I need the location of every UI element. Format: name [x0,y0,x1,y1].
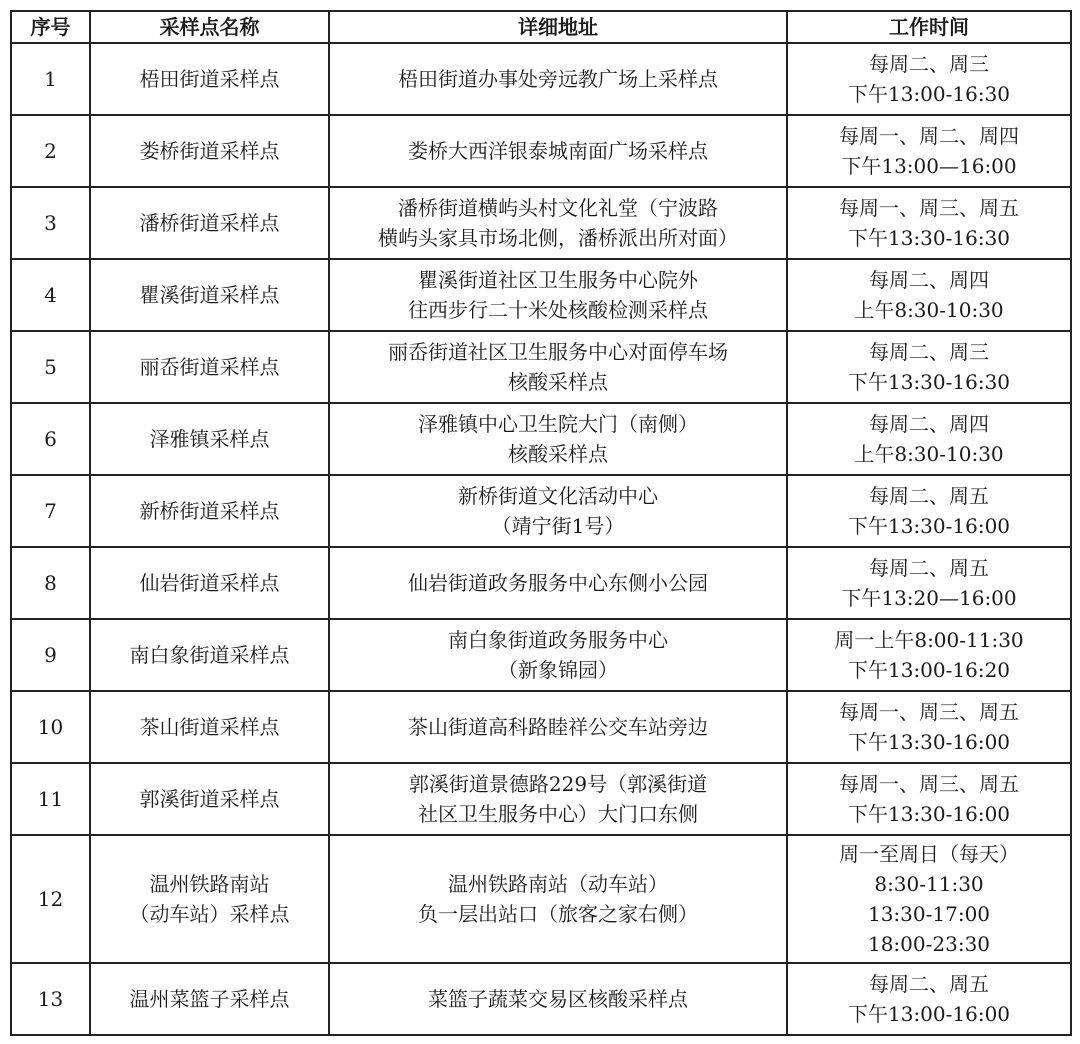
header-site-name: 采样点名称 [90,11,329,43]
cell-address-line: 泽雅镇中心卫生院大门（南侧） [418,412,698,436]
cell-address [329,403,787,475]
table-row [11,259,1071,331]
cell-site-name-line: 梧田街道采样点 [139,67,280,91]
cell-address [329,691,787,763]
header-working-hours: 工作时间 [787,11,1071,43]
cell-site-name-line: 泽雅镇采样点 [149,427,270,451]
cell-address-line: 茶山街道高科路睦祥公交车站旁边 [408,715,708,739]
cell-site-name-line: 茶山街道采样点 [139,715,280,739]
table-row [11,835,1071,963]
cell-site-name-line: 仙岩街道采样点 [139,571,280,595]
cell-working-hours-line: 8:30-11:30 [874,872,984,896]
cell-address-line: 郭溪街道景德路229号（郭溪街道 [408,772,708,796]
cell-address-line: 丽岙街道社区卫生服务中心对面停车场 [388,340,728,364]
cell-site-name-line: 郭溪街道采样点 [139,787,280,811]
cell-working-hours [787,43,1071,115]
cell-address [329,187,787,259]
cell-site-name [90,763,329,835]
cell-site-name-line: 潘桥街道采样点 [139,211,280,235]
cell-no: 7 [11,475,90,547]
cell-working-hours-line: 每周一、周三、周五 [839,772,1019,796]
cell-address [329,43,787,115]
cell-address-line: 温州铁路南站（动车站） [448,872,668,896]
cell-address-line: 往西步行二十米处核酸检测采样点 [408,298,708,322]
sampling-sites-table [10,10,1072,1036]
cell-working-hours [787,763,1071,835]
cell-site-name [90,43,329,115]
table-row [11,547,1071,619]
cell-no: 8 [11,547,90,619]
cell-address-line: （新象锦园） [498,658,618,682]
cell-working-hours-line: 下午13:20—16:00 [841,586,1017,610]
cell-working-hours [787,187,1071,259]
cell-site-name [90,691,329,763]
cell-address-line: 负一层出站口（旅客之家右侧） [418,902,698,926]
cell-working-hours-line: 每周二、周五 [869,972,989,996]
cell-working-hours [787,547,1071,619]
table-row [11,619,1071,691]
cell-working-hours-line: 每周一、周三、周五 [839,196,1019,220]
cell-site-name-line: （动车站）采样点 [129,902,290,926]
cell-working-hours [787,115,1071,187]
cell-address [329,963,787,1035]
cell-working-hours [787,691,1071,763]
cell-working-hours-line: 每周二、周三 [869,340,989,364]
cell-site-name [90,403,329,475]
cell-working-hours [787,475,1071,547]
cell-working-hours-line: 下午13:30-16:30 [847,226,1011,250]
cell-working-hours-line: 下午13:30-16:00 [847,730,1011,754]
table-row [11,403,1071,475]
table-row [11,187,1071,259]
cell-site-name-line: 娄桥街道采样点 [139,139,280,163]
cell-address-line: 菜篮子蔬菜交易区核酸采样点 [428,987,688,1011]
cell-working-hours-line: 每周二、周五 [869,484,989,508]
table-row [11,331,1071,403]
cell-no: 10 [11,691,90,763]
cell-working-hours [787,963,1071,1035]
cell-site-name [90,475,329,547]
cell-working-hours-line: 周一上午8:00-11:30 [834,628,1024,652]
header-no: 序号 [11,11,90,43]
cell-working-hours-line: 下午13:30-16:00 [847,514,1011,538]
table-row [11,43,1071,115]
cell-site-name-line: 瞿溪街道采样点 [139,283,280,307]
cell-address [329,331,787,403]
table-row [11,963,1071,1035]
cell-address [329,619,787,691]
cell-site-name-line: 温州铁路南站 [149,872,270,896]
cell-no: 6 [11,403,90,475]
cell-working-hours [787,403,1071,475]
cell-site-name [90,963,329,1035]
cell-site-name [90,835,329,963]
cell-no: 12 [11,835,90,963]
cell-address-line: 新桥街道文化活动中心 [458,484,658,508]
cell-address-line: 南白象街道政务服务中心 [448,628,668,652]
cell-working-hours-line: 上午8:30-10:30 [854,298,1004,322]
cell-no: 3 [11,187,90,259]
cell-address [329,835,787,963]
cell-working-hours-line: 每周二、周五 [869,556,989,580]
cell-working-hours [787,259,1071,331]
cell-working-hours-line: 每周一、周三、周五 [839,700,1019,724]
cell-no: 4 [11,259,90,331]
table-row [11,115,1071,187]
cell-site-name [90,115,329,187]
table-body [11,43,1071,1035]
cell-working-hours-line: 下午13:30-16:00 [847,802,1011,826]
cell-working-hours [787,331,1071,403]
cell-working-hours-line: 18:00-23:30 [867,932,991,956]
cell-address-line: 核酸采样点 [508,370,608,394]
cell-address-line: 潘桥街道横屿头村文化礼堂（宁波路 [398,196,718,220]
cell-working-hours [787,619,1071,691]
cell-working-hours-line: 下午13:00-16:30 [847,82,1011,106]
cell-site-name-line: 新桥街道采样点 [139,499,280,523]
cell-working-hours-line: 每周二、周四 [869,412,989,436]
cell-address-line: 核酸采样点 [508,442,608,466]
cell-no: 9 [11,619,90,691]
cell-working-hours-line: 13:30-17:00 [867,902,991,926]
cell-address-line: （靖宁街1号） [491,514,625,538]
cell-address-line: 瞿溪街道社区卫生服务中心院外 [418,268,698,292]
cell-working-hours-line: 每周二、周三 [869,52,989,76]
cell-no: 11 [11,763,90,835]
cell-working-hours [787,835,1071,963]
cell-address [329,763,787,835]
cell-site-name [90,187,329,259]
table-row [11,691,1071,763]
cell-address [329,115,787,187]
header-row [11,11,1071,43]
cell-working-hours-line: 下午13:00-16:20 [847,658,1011,682]
cell-site-name [90,331,329,403]
table-row [11,475,1071,547]
cell-address [329,547,787,619]
cell-working-hours-line: 周一至周日（每天） [839,842,1019,866]
cell-site-name-line: 温州菜篮子采样点 [129,987,290,1011]
header-address: 详细地址 [329,11,787,43]
cell-address-line: 社区卫生服务中心）大门口东侧 [418,802,698,826]
cell-address-line: 娄桥大西洋银泰城南面广场采样点 [408,139,708,163]
cell-no: 5 [11,331,90,403]
cell-working-hours-line: 下午13:00-16:00 [847,1002,1011,1026]
cell-working-hours-line: 每周一、周二、周四 [839,124,1019,148]
cell-site-name-line: 丽岙街道采样点 [139,355,280,379]
cell-address-line: 仙岩街道政务服务中心东侧小公园 [408,571,708,595]
cell-site-name [90,619,329,691]
cell-address-line: 梧田街道办事处旁远教广场上采样点 [398,67,718,91]
cell-no: 2 [11,115,90,187]
cell-address [329,259,787,331]
table-row [11,763,1071,835]
cell-working-hours-line: 下午13:30-16:30 [847,370,1011,394]
cell-site-name-line: 南白象街道采样点 [129,643,290,667]
cell-working-hours-line: 上午8:30-10:30 [854,442,1004,466]
cell-address-line: 横屿头家具市场北侧，潘桥派出所对面） [378,226,738,250]
cell-address [329,475,787,547]
cell-working-hours-line: 每周二、周四 [869,268,989,292]
cell-site-name [90,259,329,331]
cell-site-name [90,547,329,619]
cell-no: 13 [11,963,90,1035]
cell-working-hours-line: 下午13:00—16:00 [841,154,1017,178]
cell-no: 1 [11,43,90,115]
